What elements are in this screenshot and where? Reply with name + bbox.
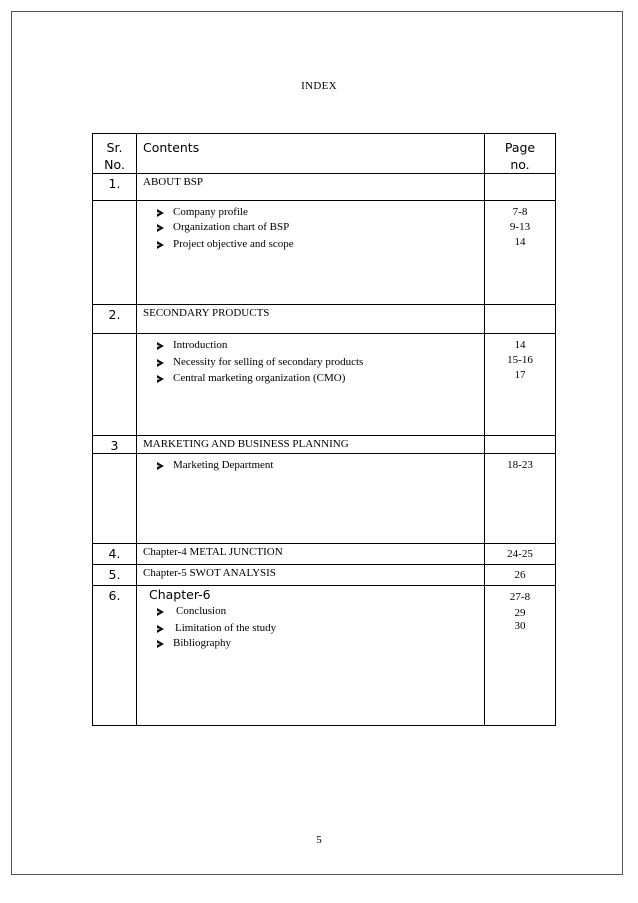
list-item-label: Company profile <box>173 206 248 218</box>
section-1-page-empty <box>485 174 556 201</box>
header-page-line1: Page <box>504 140 536 155</box>
list-item-label: Conclusion <box>176 605 227 617</box>
section-4-title: Chapter-4 METAL JUNCTION <box>137 544 485 565</box>
arrow-bullet-icon <box>157 640 164 648</box>
section-1-sr-empty <box>93 201 137 305</box>
section-3-items <box>137 454 485 544</box>
section-3-items-row <box>93 454 556 544</box>
list-item <box>157 371 484 386</box>
section-3-pages <box>485 454 556 544</box>
arrow-bullet-icon <box>157 342 164 350</box>
section-3-title-row <box>93 436 556 454</box>
section-6-pages <box>485 586 556 726</box>
list-item-label: Organization chart of BSP <box>173 221 290 233</box>
section-2-sr: 2. <box>93 305 137 334</box>
section-6-row <box>93 586 556 726</box>
arrow-bullet-icon <box>157 209 164 217</box>
section-1-items-row <box>93 201 556 305</box>
section-5-title: Chapter-5 SWOT ANALYSIS <box>137 565 485 586</box>
page-ref: 17 <box>514 369 526 381</box>
section-2-items <box>137 334 485 436</box>
section-1-title: ABOUT BSP <box>137 174 485 201</box>
header-contents: Contents <box>137 134 485 174</box>
arrow-bullet-icon <box>157 224 164 232</box>
index-table <box>92 133 556 726</box>
section-6-items <box>143 602 484 651</box>
list-item <box>157 458 484 473</box>
list-item-label: Marketing Department <box>173 459 274 471</box>
list-item-label: Project objective and scope <box>173 238 294 250</box>
section-2-title-row <box>93 305 556 334</box>
section-2-pages <box>485 334 556 436</box>
page-ref: 14 <box>514 339 526 351</box>
section-6-sr: 6. <box>93 586 137 726</box>
section-2-page-empty <box>485 305 556 334</box>
arrow-bullet-icon <box>157 241 164 249</box>
section-5-row <box>93 565 556 586</box>
header-sr-line1: Sr. <box>106 140 123 155</box>
list-item-label: Bibliography <box>173 637 232 649</box>
list-item-label: Central marketing organization (CMO) <box>173 372 346 384</box>
list-item <box>157 636 484 651</box>
arrow-bullet-icon <box>157 608 164 616</box>
section-5-page: 26 <box>485 565 556 586</box>
section-2-title: SECONDARY PRODUCTS <box>137 305 485 334</box>
header-sr-line2: No. <box>104 157 125 172</box>
list-item <box>157 355 484 370</box>
arrow-bullet-icon <box>157 625 164 633</box>
section-2-items-row <box>93 334 556 436</box>
page-ref: 27-8 <box>509 591 531 603</box>
page-ref: 18-23 <box>507 459 533 471</box>
page-ref: 7-8 <box>512 206 528 218</box>
arrow-bullet-icon <box>157 462 164 470</box>
list-item-label: Limitation of the study <box>175 622 277 634</box>
section-1-items <box>137 201 485 305</box>
section-3-sr: 3 <box>93 436 137 454</box>
page-ref: 30 <box>514 620 526 632</box>
section-1-pages <box>485 201 556 305</box>
list-item <box>157 604 484 619</box>
section-3-title: MARKETING AND BUSINESS PLANNING <box>137 436 485 454</box>
header-page-line2: no. <box>510 157 530 172</box>
page-number: 5 <box>316 834 322 846</box>
list-item-label: Necessity for selling of secondary products <box>173 356 364 368</box>
header-page <box>485 134 556 174</box>
section-2-sr-empty <box>93 334 137 436</box>
section-3-page-empty <box>485 436 556 454</box>
section-1-sr: 1. <box>93 174 137 201</box>
list-item <box>157 220 484 235</box>
section-4-page: 24-25 <box>485 544 556 565</box>
header-sr <box>93 134 137 174</box>
page-ref: 9-13 <box>509 221 531 233</box>
section-3-sr-empty <box>93 454 137 544</box>
header-row <box>93 134 556 174</box>
section-4-row <box>93 544 556 565</box>
index-title: INDEX <box>301 80 337 92</box>
list-item <box>157 338 484 353</box>
section-1-title-row <box>93 174 556 201</box>
list-item <box>157 621 484 636</box>
list-item <box>157 205 484 220</box>
arrow-bullet-icon <box>157 359 164 367</box>
section-6-contents <box>137 586 485 726</box>
list-item <box>157 237 484 252</box>
section-6-title: Chapter-6 <box>149 587 211 602</box>
page-ref: 15-16 <box>507 354 533 366</box>
page-ref: 14 <box>514 236 526 248</box>
arrow-bullet-icon <box>157 375 164 383</box>
section-4-sr: 4. <box>93 544 137 565</box>
list-item-label: Introduction <box>173 339 228 351</box>
section-5-sr: 5. <box>93 565 137 586</box>
page-ref: 29 <box>514 607 526 619</box>
